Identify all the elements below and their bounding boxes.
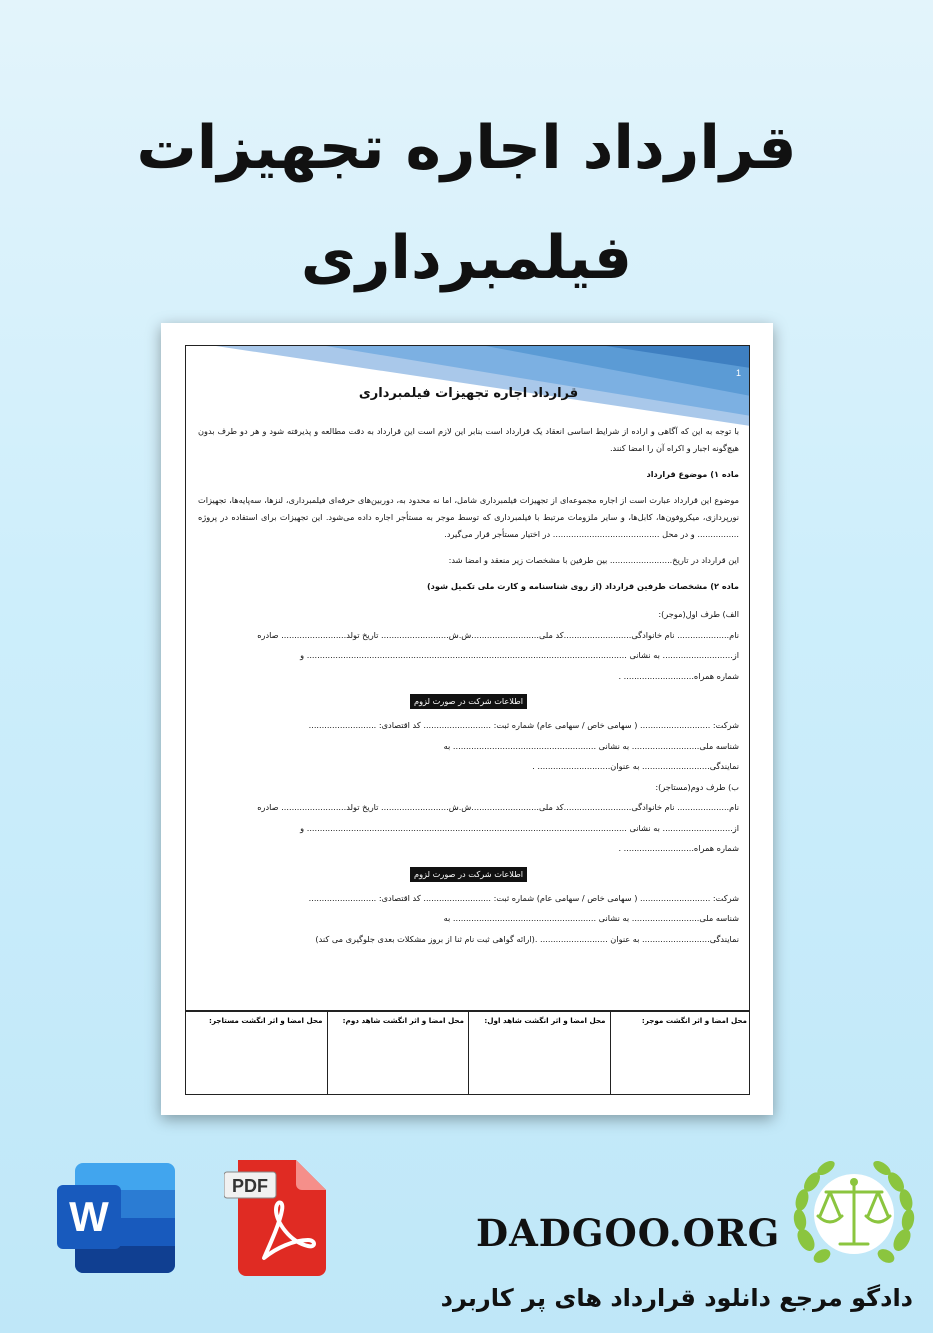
pdf-label: PDF	[232, 1176, 268, 1196]
party-a-line3: شماره همراه........................... .	[618, 670, 739, 681]
page-number: 1	[735, 368, 741, 378]
signature-cell-witness2: محل امضا و اثر انگشت شاهد دوم:	[327, 1012, 469, 1094]
party-a-company-line1: شرکت: ........................... ( سهامی خاص / سهامی عام) شماره ثبت: .......................... کد اقتصادی: ..........................	[308, 720, 739, 730]
party-b-company-line3: نمایندگی.......................... به عنوان .......................... .(ارائه گواهی ثبت نام ثنا از بروز مشکلات بعدی جلوگیری می کند)	[315, 933, 739, 944]
brand-name[interactable]: DADGOO.ORG	[476, 1211, 781, 1255]
date-line: این قرارداد در تاریخ........................ بین طرفین با مشخصات زیر منعقد و امضا شد:	[448, 555, 739, 565]
document-preview	[161, 323, 773, 1115]
company-info-label: اطلاعات شرکت در صورت لزوم	[410, 694, 527, 709]
footer-tagline: دادگو مرجع دانلود قرارداد های پر کاربرد	[440, 1284, 913, 1312]
party-a-line1: نام.................... نام خانوادگی..........................کد ملی..........................ش.ش.......................... تاریخ تولد......................... صادره	[257, 629, 739, 640]
party-b-line1: نام.................... نام خانوادگی..........................کد ملی..........................ش.ش.......................... تاریخ تولد......................... صادره	[257, 802, 739, 812]
intro-paragraph: با توجه به این که آگاهی و اراده از شرایط اساسی انعقاد یک قرارداد است بنابر این لازم است این قرارداد به دقت مطالعه و پذیرفته شود و هر دو طرف بدون هیچ‌گونه اجبار و اکراه آن را امضا کنند.	[198, 426, 739, 453]
document-page-frame	[185, 345, 750, 1095]
article1-body: موضوع این قرارداد عبارت است از اجاره مجموعه‌ای از تجهیزات فیلمبرداری شامل، اما نه محدود به، دوربین‌های حرفه‌ای فیلمبرداری، لنزها، سه‌پایه‌ها، تجهیزات نورپردازی، میکروفون‌ها، کابل‌ها، و سایر ملزومات مرتبط با فیلمبرداری که توسط موجر به مستأجر اجاره داده می‌شود. این تجهیزات برای استفاده در پروژه ................ و در محل ......................................... در اختیار مستأجر قرار می‌گیرد.	[198, 495, 739, 539]
party-b-title: ب) طرف دوم(مستاجر):	[655, 781, 739, 792]
signature-cell-lessee: محل امضا و اثر انگشت مستاجر:	[208, 1016, 323, 1025]
signature-table	[186, 1010, 750, 1094]
poster-title-line1: قرارداد اجاره تجهیزات	[136, 113, 797, 183]
pdf-file-icon[interactable]	[224, 1160, 326, 1276]
party-a-company-line3: نمایندگی.......................... به عنوان............................ .	[532, 761, 739, 771]
document-body	[186, 346, 750, 949]
party-a-title: الف) طرف اول(موجر):	[658, 609, 739, 619]
party-b-company-line1: شرکت: ........................... ( سهامی خاص / سهامی عام) شماره ثبت: .......................... کد اقتصادی: ..........................	[308, 892, 739, 903]
scales-of-justice-laurel-icon	[790, 1156, 918, 1274]
company-info-label-b: اطلاعات شرکت در صورت لزوم	[410, 867, 527, 882]
microsoft-word-icon[interactable]	[57, 1163, 177, 1273]
article1-title: ماده ۱) موضوع قرارداد	[646, 469, 739, 479]
party-b-company-line2: شناسه ملی.......................... به نشانی ....................................................... به	[443, 913, 739, 923]
party-a-line2: از........................... به نشانی ........................................................................................................................... و	[300, 650, 739, 660]
party-b-line2: از........................... به نشانی ........................................................................................................................... و	[300, 822, 739, 833]
signature-cell-lessor: محل امضا و اثر انگشت موجر:	[610, 1012, 751, 1094]
poster-title-line2: فیلمبرداری	[300, 223, 633, 293]
party-b-line3: شماره همراه........................... .	[618, 843, 739, 853]
party-a-company-line2: شناسه ملی.......................... به نشانی ....................................................... به	[443, 740, 739, 751]
signature-cell-witness1: محل امضا و اثر انگشت شاهد اول:	[468, 1012, 610, 1094]
document-heading: قرارداد اجاره تجهیزات فیلمبرداری	[358, 386, 579, 401]
word-letter: W	[69, 1193, 109, 1240]
article2-title: ماده ۲) مشخصات طرفین قرارداد (از روی شناسنامه و کارت ملی تکمیل شود)	[426, 581, 739, 591]
